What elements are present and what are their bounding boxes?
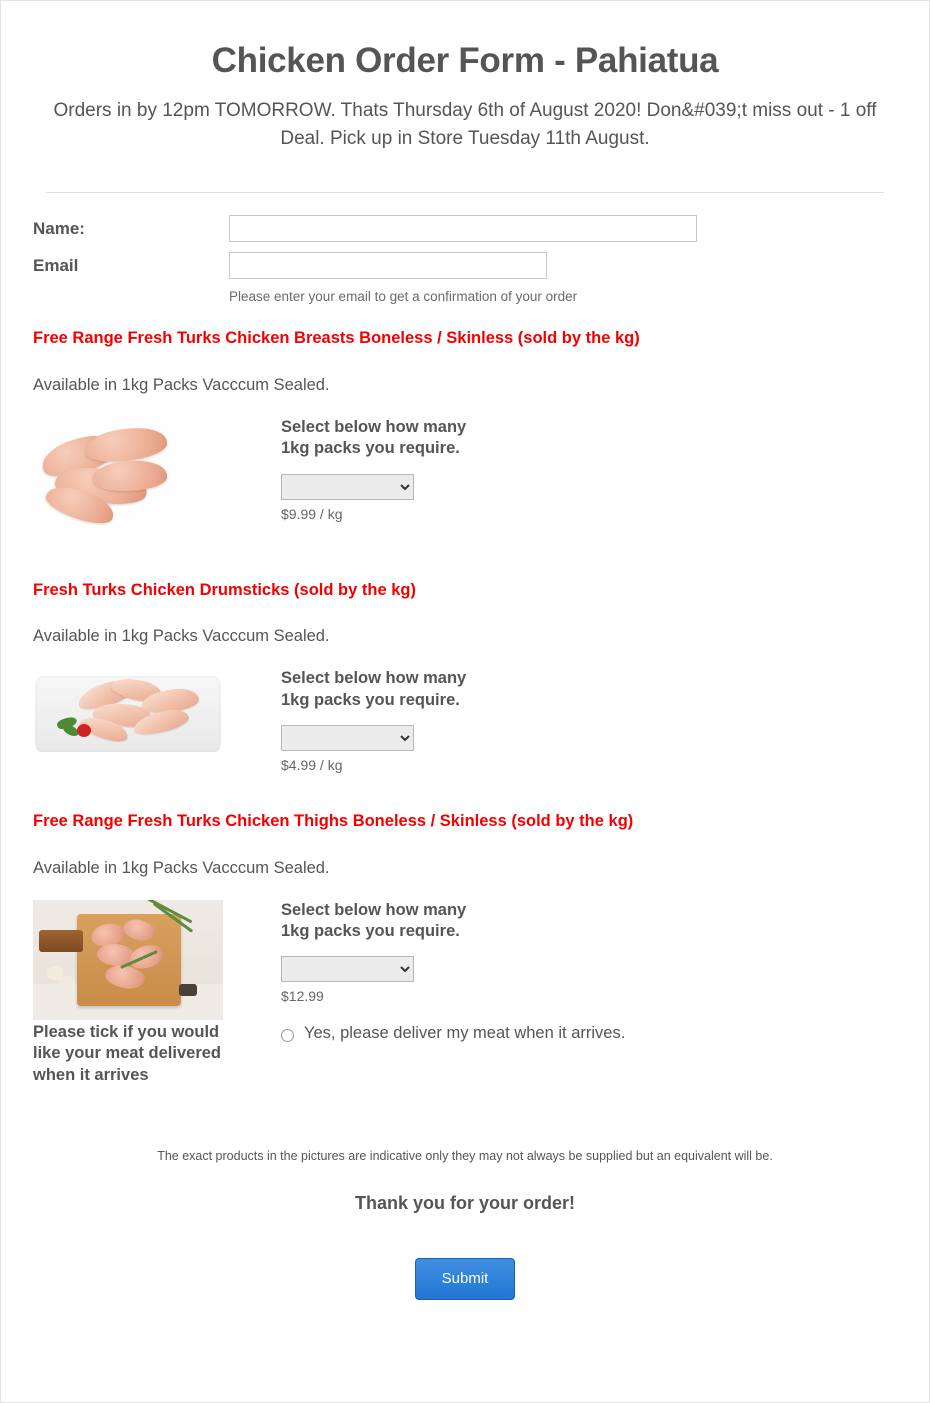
delivery-radio-button[interactable] (281, 1029, 294, 1042)
product-chicken-breasts (33, 328, 897, 541)
product-title: Free Range Fresh Turks Chicken Breasts Boneless / Skinless (sold by the kg) (33, 329, 640, 348)
form-header (1, 1, 929, 152)
email-label: Email (33, 256, 79, 276)
product-select-column (251, 668, 897, 773)
quantity-select-thighs[interactable] (281, 956, 414, 982)
product-title: Fresh Turks Chicken Drumsticks (sold by the kg) (33, 580, 416, 599)
delivery-option-label: Yes, please deliver my meat when it arrives. (304, 1023, 626, 1042)
form-body (1, 215, 929, 1339)
product-price: $12.99 (281, 988, 324, 1005)
select-prompt: Select below how many 1kg packs you require. (281, 417, 467, 458)
chicken-drumsticks-photo (33, 668, 223, 758)
submit-button[interactable]: Submit (415, 1258, 515, 1300)
page-title: Chicken Order Form - Pahiatua (211, 41, 719, 80)
delivery-option[interactable] (251, 1022, 625, 1043)
name-field-row (33, 215, 897, 242)
name-input[interactable] (229, 215, 697, 242)
product-select-column (251, 900, 897, 1005)
product-chicken-drumsticks (33, 580, 897, 773)
product-price: $9.99 / kg (281, 505, 343, 522)
form-subtitle: Orders in by 12pm TOMORROW. Thats Thursday 6th of August 2020! Don&#039;t miss out - 1 off Deal. Pick up in Store Tuesday 11th August. (53, 100, 877, 149)
thank-you-text: Thank you for your order! (354, 1192, 576, 1213)
disclaimer-text: The exact products in the pictures are indicative only they may not always be supplied but an equivalent will be. (157, 1148, 773, 1163)
product-chicken-thighs (33, 811, 897, 1019)
product-availability: Available in 1kg Packs Vacccum Sealed. (33, 627, 330, 646)
email-helper-text: Please enter your email to get a confirmation of your order (229, 289, 578, 305)
select-prompt: Select below how many 1kg packs you require. (281, 900, 467, 940)
select-prompt: Select below how many 1kg packs you require. (281, 669, 467, 709)
quantity-select-breasts[interactable] (281, 474, 414, 500)
product-availability: Available in 1kg Packs Vacccum Sealed. (33, 858, 330, 877)
product-image-column (33, 417, 251, 542)
submit-row (33, 1258, 897, 1340)
product-price: $4.99 / kg (281, 757, 343, 774)
chicken-breasts-photo (33, 417, 198, 542)
email-input[interactable] (229, 252, 547, 279)
delivery-label: Please tick if you would like your meat delivered when it arrives (33, 1022, 222, 1085)
product-availability: Available in 1kg Packs Vacccum Sealed. (33, 375, 330, 394)
email-field-row (33, 252, 897, 279)
product-title: Free Range Fresh Turks Chicken Thighs Boneless / Skinless (sold by the kg) (33, 812, 634, 831)
quantity-select-drumsticks[interactable] (281, 725, 414, 751)
chicken-thighs-photo (33, 900, 223, 1020)
product-image-column (33, 900, 251, 1020)
delivery-row (33, 1022, 897, 1087)
product-image-column (33, 668, 251, 758)
name-label: Name: (33, 219, 85, 239)
header-divider (46, 192, 884, 193)
product-select-column (251, 417, 897, 522)
